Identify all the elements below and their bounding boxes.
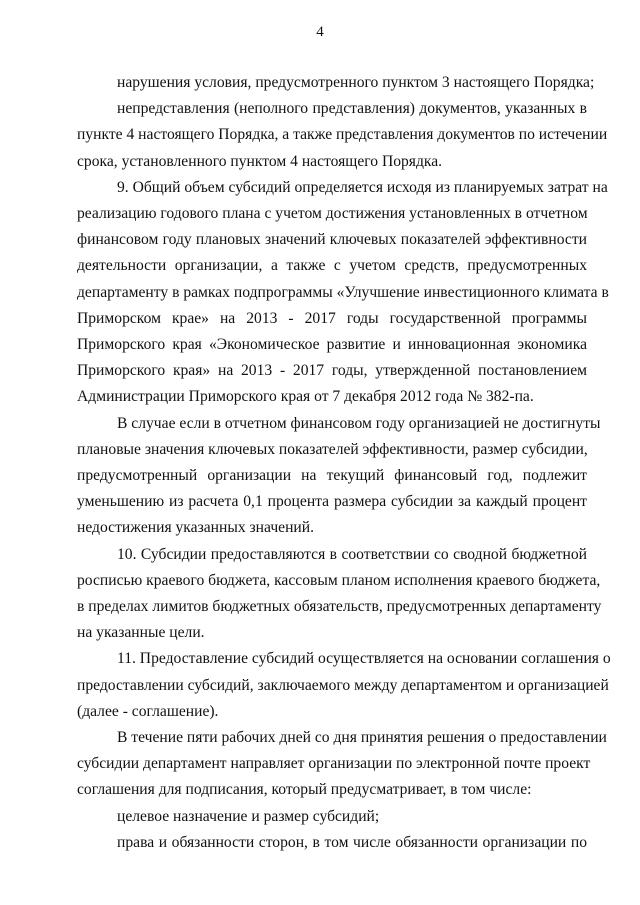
paragraph-item-10 xyxy=(77,542,602,647)
text-line: (далее - соглашение). xyxy=(77,702,219,720)
text-line: деятельности организации, а также с учетом средств, предусмотренных xyxy=(77,257,587,275)
paragraph-subsidy-reduction xyxy=(77,411,601,542)
text-line: уменьшению из расчета 0,1 процента размера субсидии за каждый процент xyxy=(77,493,587,511)
paragraph-rights-obligations xyxy=(77,830,587,856)
text-line: В течение пяти рабочих дней со дня принятия решения о предоставлении xyxy=(117,729,607,747)
text-line: непредставления (неполного представления) документов, указанных в xyxy=(117,100,587,118)
text-line: финансовом году плановых значений ключевых показателей эффективности xyxy=(77,231,587,249)
text-line: на указанные цели. xyxy=(77,624,205,642)
text-line: 11. Предоставление субсидий осуществляется на основании соглашения о xyxy=(117,650,611,668)
text-line: права и обязанности сторон, в том числе обязанности организации по xyxy=(117,833,587,851)
text-line: недостижения указанных значений. xyxy=(77,519,315,537)
text-line: нарушения условия, предусмотренного пунктом 3 настоящего Порядка; xyxy=(117,74,595,91)
text-line: в пределах лимитов бюджетных обязательств, предусмотренных департаменту xyxy=(77,598,602,616)
text-line: целевое назначение и размер субсидий; xyxy=(117,807,380,825)
text-line: срока, установленного пунктом 4 настоящего Порядка. xyxy=(77,152,443,170)
text-line: реализацию годового плана с учетом достижения установленных в отчетном xyxy=(77,205,588,223)
text-line: департаменту в рамках подпрограммы «Улучшение инвестиционного климата в xyxy=(77,283,609,301)
text-line: росписью краевого бюджета, кассовым планом исполнения краевого бюджета, xyxy=(77,571,601,589)
text-line: Приморском крае» на 2013 - 2017 годы государственной программы xyxy=(77,309,587,327)
text-line: пункте 4 настоящего Порядка, а также представления документов по истечении xyxy=(77,126,608,144)
text-line: 9. Общий объем субсидий определяется исходя из планируемых затрат на xyxy=(117,178,608,196)
paragraph-item-9 xyxy=(77,175,609,411)
text-line: субсидии департамент направляет организации по электронной почте проект xyxy=(77,755,591,773)
text-line: В случае если в отчетном финансовом году организацией не достигнуты xyxy=(117,414,601,432)
text-line: 10. Субсидии предоставляются в соответствии со сводной бюджетной xyxy=(117,545,587,563)
text-line: Администрации Приморского края от 7 декабря 2012 года № 382-па. xyxy=(77,388,534,406)
text-line: плановые значения ключевых показателей эффективности, размер субсидии, xyxy=(77,440,588,458)
text-line: Приморского края «Экономическое развитие и инновационная экономика xyxy=(77,336,587,354)
text-line: Приморского края» на 2013 - 2017 годы, утвержденной постановлением xyxy=(77,362,587,380)
paragraph-target-purpose xyxy=(77,804,587,830)
paragraph-condition-violation xyxy=(77,70,595,96)
paragraph-documents-nonsubmission xyxy=(77,96,608,175)
text-line: соглашения для подписания, который предусматривает, в том числе: xyxy=(77,781,532,799)
paragraph-item-11 xyxy=(77,646,611,725)
document-body xyxy=(77,70,611,856)
paragraph-agreement-timeline xyxy=(77,725,607,804)
page-number: 4 xyxy=(316,24,324,40)
text-line: предоставлении субсидий, заключаемого между департаментом и организацией xyxy=(77,676,609,694)
text-line: предусмотренный организации на текущий финансовый год, подлежит xyxy=(77,467,587,485)
